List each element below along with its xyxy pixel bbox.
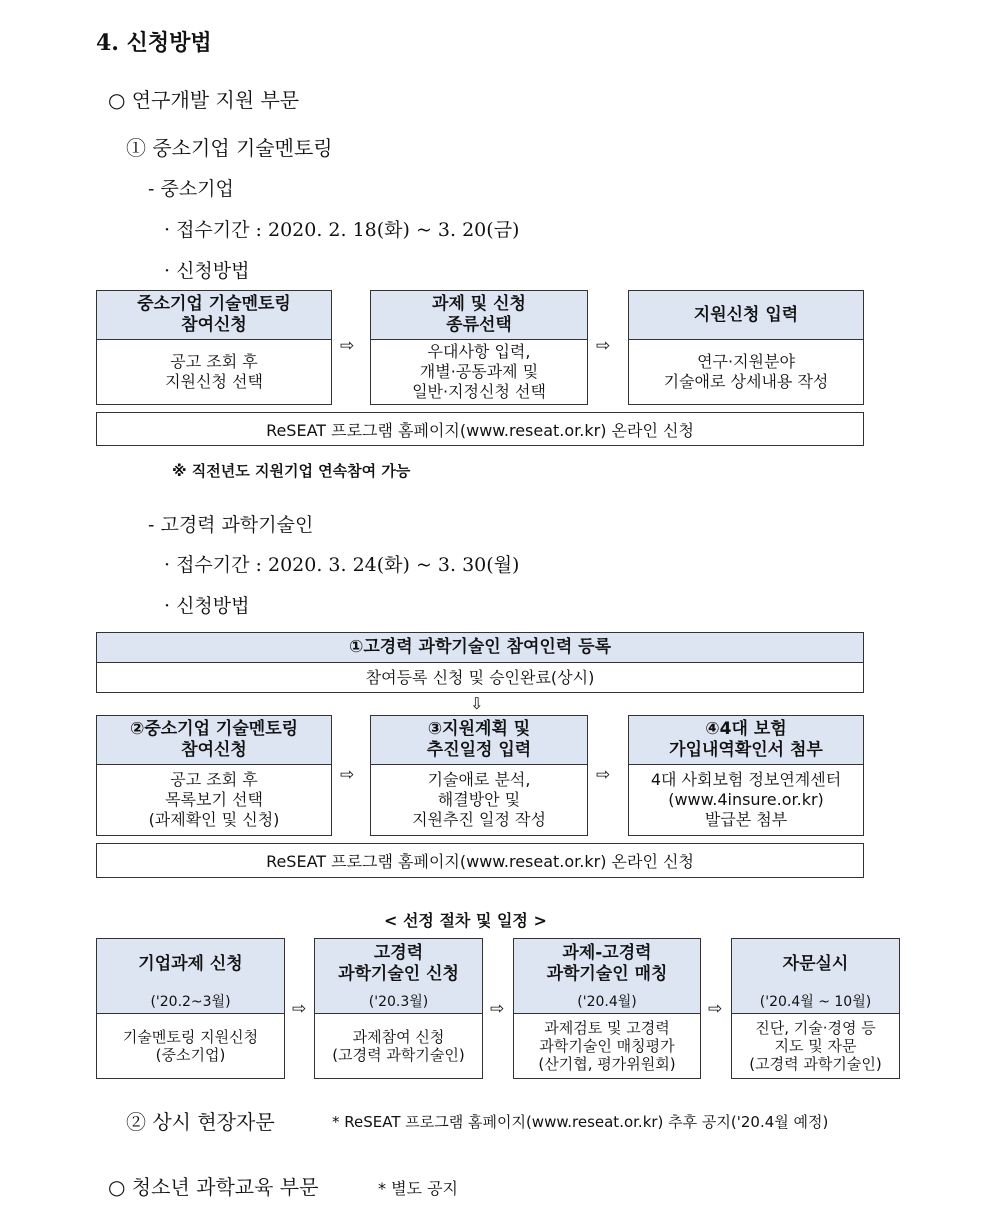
onsite-advice-title: ② 상시 현장자문	[126, 1110, 275, 1134]
step-title: ③지원계획 및 추진일정 입력	[371, 716, 587, 765]
step-body: 공고 조회 후 지원신청 선택	[165, 352, 263, 391]
right-arrow-icon: ⇨	[490, 999, 505, 1019]
right-arrow-icon: ⇨	[596, 336, 611, 356]
expert-label: - 고경력 과학기술인	[148, 514, 314, 536]
expert-online-apply: ReSEAT 프로그램 홈페이지(www.reseat.or.kr) 온라인 신청	[96, 843, 864, 878]
step-title: 중소기업 기술멘토링 참여신청	[97, 291, 331, 340]
step-date: ('20.4월)	[514, 989, 700, 1014]
registration-body: 참여등록 신청 및 승인완료(상시)	[365, 667, 595, 687]
step-title: 자문실시	[732, 939, 899, 989]
section-heading: 4. 신청방법	[96, 30, 212, 56]
step-title: 과제-고경력 과학기술인 매칭	[514, 939, 700, 989]
selection-step-4	[731, 938, 900, 1079]
right-arrow-icon: ⇨	[292, 999, 307, 1019]
expert-registration	[96, 632, 864, 693]
youth-section-note: * 별도 공지	[378, 1179, 458, 1198]
step-date: ('20.3월)	[315, 989, 482, 1014]
sme-label: - 중소기업	[148, 178, 234, 200]
sme-method: · 신청방법	[164, 260, 250, 282]
step-title: 고경력 과학기술인 신청	[315, 939, 482, 989]
sme-step-2	[370, 290, 588, 405]
sme-step-3	[628, 290, 864, 405]
expert-step-3	[370, 715, 588, 836]
right-arrow-icon: ⇨	[596, 765, 611, 785]
step-title: 과제 및 신청 종류선택	[371, 291, 587, 340]
mentoring-item-title: ① 중소기업 기술멘토링	[126, 136, 333, 160]
rd-section-title: ○ 연구개발 지원 부문	[108, 88, 300, 112]
expert-method: · 신청방법	[164, 595, 250, 617]
step-body: 공고 조회 후 목록보기 선택 (과제확인 및 신청)	[148, 770, 280, 829]
expert-step-2	[96, 715, 332, 836]
right-arrow-icon: ⇨	[708, 999, 723, 1019]
step-title: ④4대 보험 가입내역확인서 첨부	[629, 716, 863, 765]
selection-step-3	[513, 938, 701, 1079]
expert-period: · 접수기간 : 2020. 3. 24(화) ~ 3. 30(월)	[164, 554, 520, 576]
down-arrow-icon: ⇩	[470, 694, 484, 713]
expert-step-4	[628, 715, 864, 836]
youth-section-title: ○ 청소년 과학교육 부문	[108, 1175, 319, 1199]
right-arrow-icon: ⇨	[340, 336, 355, 356]
step-title: 기업과제 신청	[97, 939, 284, 989]
sme-step-1	[96, 290, 332, 405]
sme-online-apply: ReSEAT 프로그램 홈페이지(www.reseat.or.kr) 온라인 신청	[96, 412, 864, 446]
step-date: ('20.4월 ~ 10월)	[732, 989, 899, 1014]
right-arrow-icon: ⇨	[340, 765, 355, 785]
step-body: 기술멘토링 지원신청 (중소기업)	[122, 1028, 259, 1064]
onsite-advice-note: * ReSEAT 프로그램 홈페이지(www.reseat.or.kr) 추후 공지('20.4월 예정)	[332, 1113, 829, 1131]
step-body: 과제검토 및 고경력 과학기술인 매칭평가 (산기협, 평가위원회)	[538, 1019, 676, 1073]
selection-step-2	[314, 938, 483, 1079]
step-title: 지원신청 입력	[629, 291, 863, 340]
step-date: ('20.2~3월)	[97, 989, 284, 1014]
registration-title: ①고경력 과학기술인 참여인력 등록	[97, 633, 863, 663]
step-body: 연구·지원분야 기술애로 상세내용 작성	[663, 352, 829, 391]
step-body: 4대 사회보험 정보연계센터 (www.4insure.or.kr) 발급본 첨부	[650, 770, 842, 829]
sme-note: ※ 직전년도 지원기업 연속참여 가능	[172, 462, 411, 480]
sme-period: · 접수기간 : 2020. 2. 18(화) ~ 3. 20(금)	[164, 219, 520, 241]
step-body: 진단, 기술·경영 등 지도 및 자문 (고경력 과학기술인)	[749, 1019, 882, 1073]
step-title: ②중소기업 기술멘토링 참여신청	[97, 716, 331, 765]
selection-step-1	[96, 938, 285, 1079]
selection-title: < 선정 절차 및 일정 >	[384, 911, 547, 930]
step-body: 과제참여 신청 (고경력 과학기술인)	[332, 1028, 465, 1064]
step-body: 우대사항 입력, 개별·공동과제 및 일반·지정신청 선택	[412, 342, 546, 401]
step-body: 기술애로 분석, 해결방안 및 지원추진 일정 작성	[412, 770, 546, 829]
